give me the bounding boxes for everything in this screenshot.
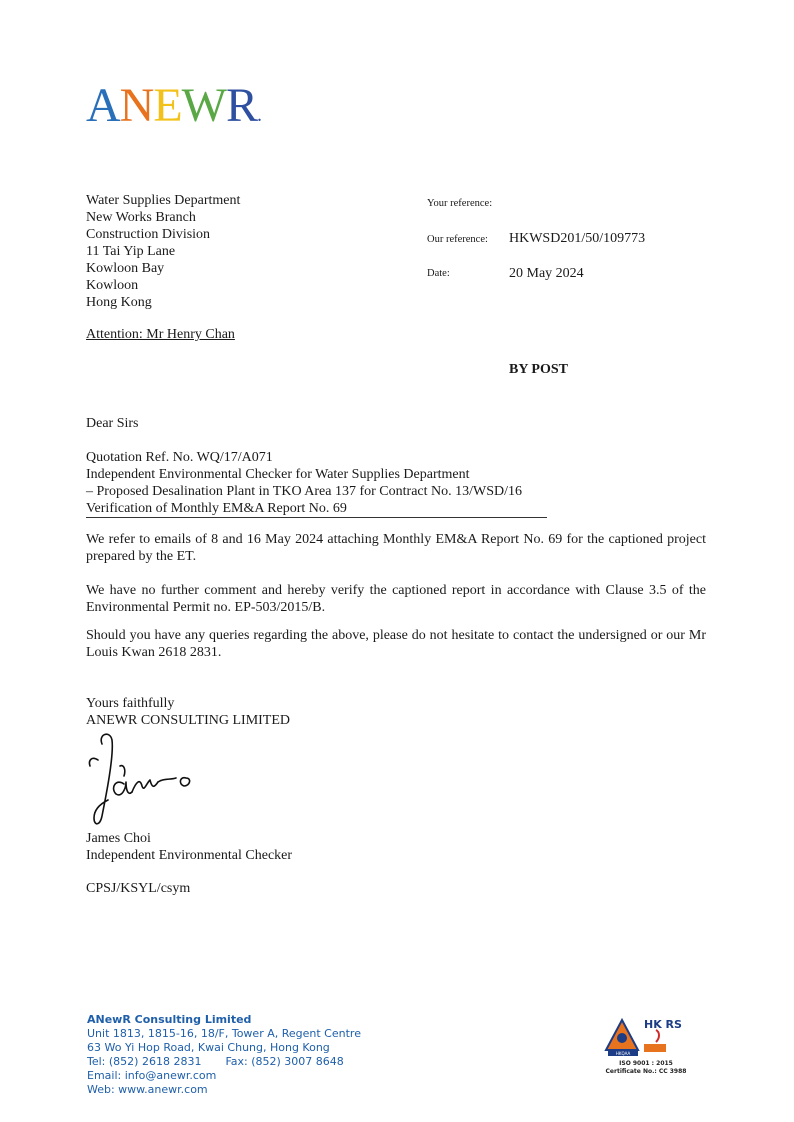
body-paragraph: We have no further comment and hereby verify the captioned report in accordance with Clause 3.5 of the Environmental Permit no. EP-503/2015/B. bbox=[86, 583, 706, 615]
company-logo bbox=[86, 79, 261, 139]
footer-address-line: Unit 1813, 1815-16, 18/F, Tower A, Regent Centre bbox=[87, 1027, 361, 1040]
footer-fax: Fax: (852) 3007 8648 bbox=[225, 1055, 344, 1068]
closing-block bbox=[86, 695, 290, 729]
closing-company: ANEWR CONSULTING LIMITED bbox=[86, 713, 291, 728]
attention-line: Attention: Mr Henry Chan bbox=[86, 327, 235, 342]
your-reference-label: Your reference: bbox=[427, 198, 493, 209]
delivery-method: BY POST bbox=[509, 362, 568, 377]
footer-email[interactable]: Email: info@anewr.com bbox=[87, 1069, 217, 1082]
subject-line: Independent Environmental Checker for Water Supplies Department bbox=[86, 467, 470, 482]
iso-standard: ISO 9001 : 2015 bbox=[619, 1060, 673, 1067]
logo-letter: W bbox=[181, 79, 226, 132]
address-line: Kowloon Bay bbox=[86, 261, 165, 276]
footer-tel: Tel: (852) 2618 2831 bbox=[87, 1055, 202, 1068]
footer-address-line: 63 Wo Yi Hop Road, Kwai Chung, Hong Kong bbox=[87, 1041, 330, 1054]
handwritten-signature bbox=[80, 726, 240, 831]
certificate-number: Certificate No.: CC 3988 bbox=[605, 1068, 687, 1075]
subject-block bbox=[86, 449, 522, 517]
subject-line: Quotation Ref. No. WQ/17/A071 bbox=[86, 450, 273, 465]
our-reference-value: HKWSD201/50/109773 bbox=[509, 231, 646, 246]
logo-letter: N bbox=[119, 79, 154, 132]
body-paragraph: Should you have any queries regarding the above, please do not hesitate to contact the undersigned or our Mr Louis Kwan 2618 2831. bbox=[86, 628, 706, 660]
closing-line: Yours faithfully bbox=[86, 696, 175, 711]
reference-initials: CPSJ/KSYL/csym bbox=[86, 881, 191, 896]
logo-letter: E bbox=[153, 79, 182, 132]
address-line: Hong Kong bbox=[86, 295, 152, 310]
address-line: Water Supplies Department bbox=[86, 193, 241, 208]
footer-company: ANewR Consulting Limited bbox=[87, 1013, 252, 1026]
date-label: Date: bbox=[427, 268, 450, 279]
certification-text bbox=[596, 1060, 696, 1076]
subject-line: Verification of Monthly EM&A Report No. 69 bbox=[86, 501, 347, 516]
signer-title: Independent Environmental Checker bbox=[86, 848, 293, 863]
signer-block bbox=[86, 830, 292, 864]
hkrs-mark: HK RS bbox=[644, 1018, 682, 1031]
subject-line: – Proposed Desalination Plant in TKO Area 137 for Contract No. 13/WSD/16 bbox=[86, 484, 523, 499]
recipient-address bbox=[86, 192, 240, 311]
hkqaa-logo-text: HKQAA bbox=[615, 1051, 631, 1056]
our-reference-label: Our reference: bbox=[427, 234, 488, 245]
salutation: Dear Sirs bbox=[86, 416, 139, 431]
footer-contact bbox=[87, 1013, 361, 1097]
signer-name: James Choi bbox=[86, 831, 151, 846]
footer-phone-row bbox=[87, 1055, 361, 1069]
subject-underline bbox=[86, 517, 547, 518]
logo-letter: . bbox=[257, 104, 261, 126]
address-line: 11 Tai Yip Lane bbox=[86, 244, 176, 259]
logo-letter: A bbox=[86, 79, 120, 132]
address-line: New Works Branch bbox=[86, 210, 196, 225]
address-line: Construction Division bbox=[86, 227, 211, 242]
date-value: 20 May 2024 bbox=[509, 266, 584, 281]
logo-letter: R bbox=[225, 79, 257, 132]
footer-web[interactable]: Web: www.anewr.com bbox=[87, 1083, 208, 1096]
body-paragraph: We refer to emails of 8 and 16 May 2024 attaching Monthly EM&A Report No. 69 for the captioned project prepared by the ET. bbox=[86, 532, 706, 564]
address-line: Kowloon bbox=[86, 278, 139, 293]
